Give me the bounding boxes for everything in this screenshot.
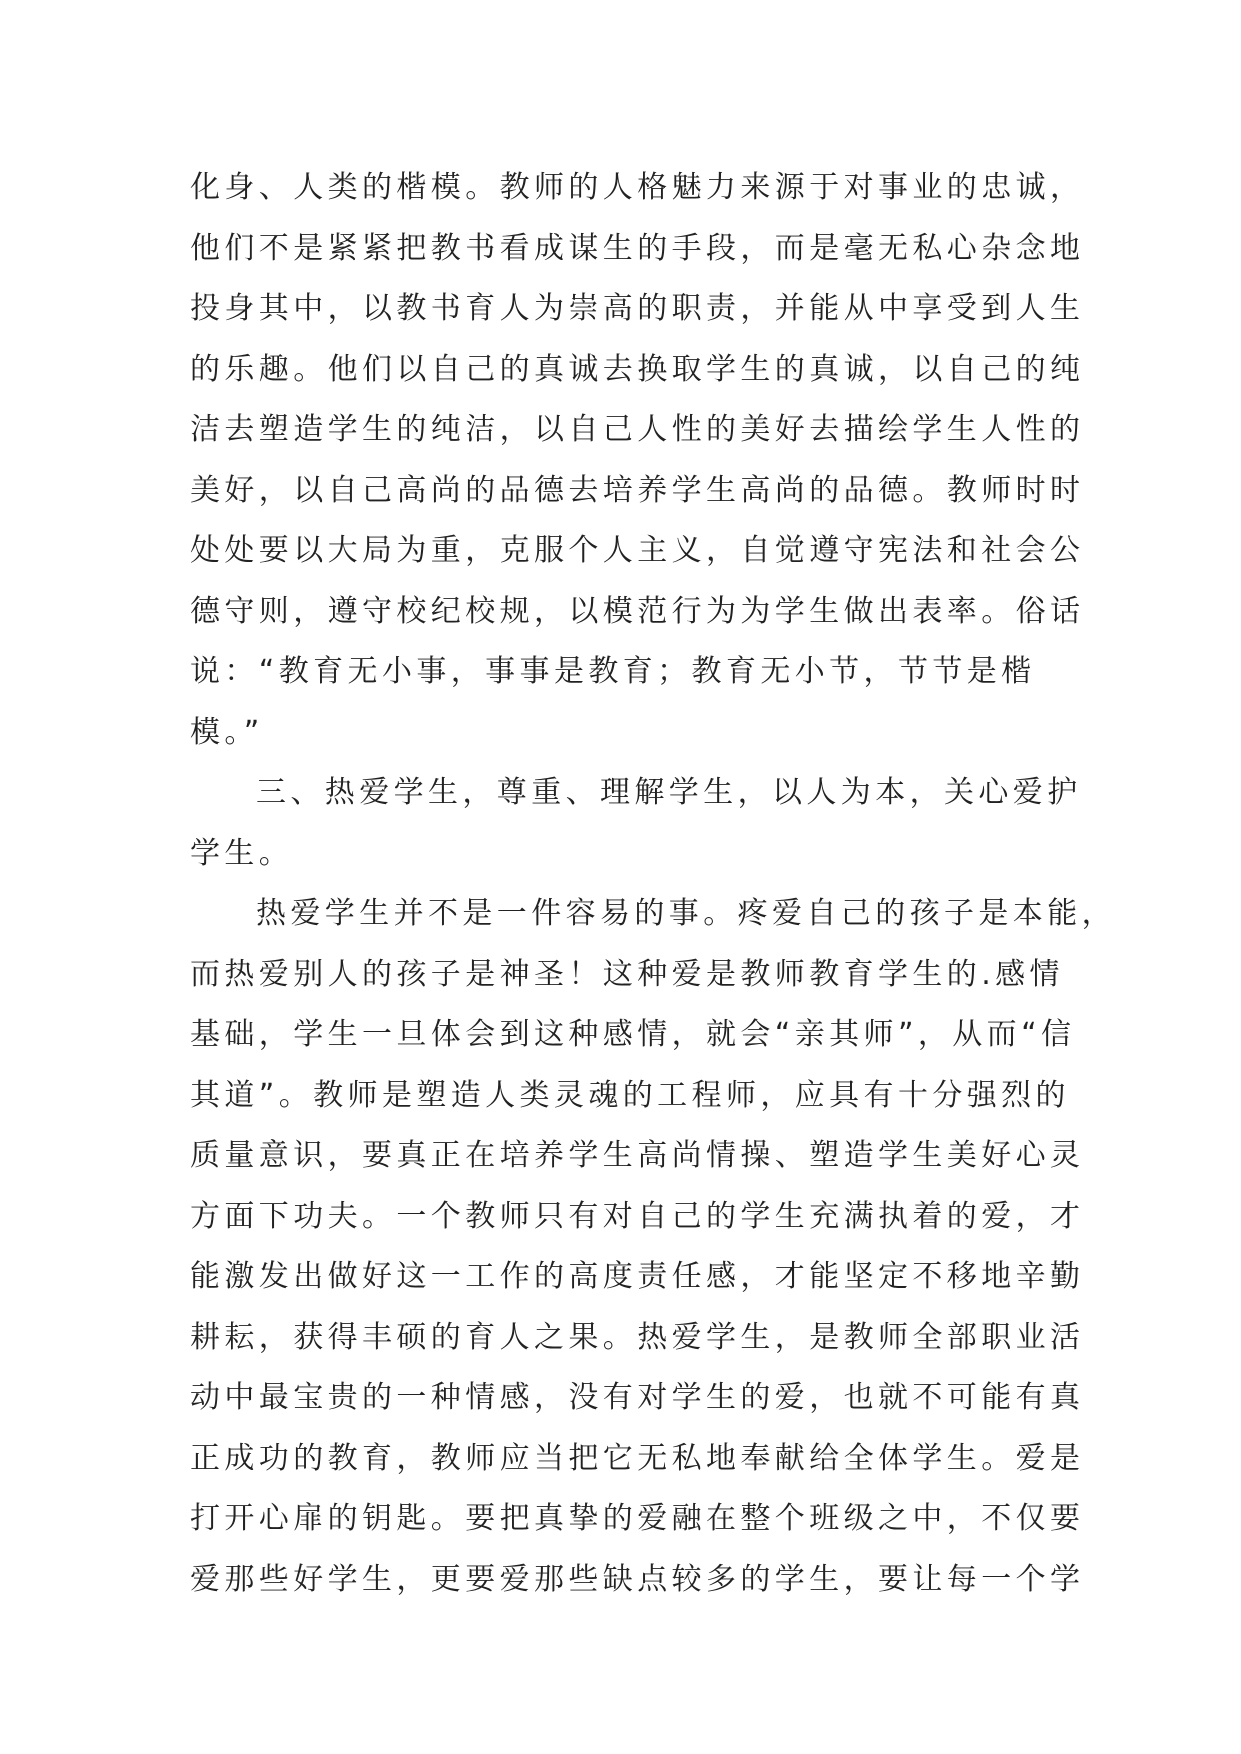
text-line: 热爱学生并不是一件容易的事。疼爱自己的孩子是本能， bbox=[256, 896, 1116, 931]
text-line: 德守则，遵守校纪校规，以模范行为为学生做出表率。俗话 bbox=[190, 593, 1085, 629]
text-line: 方面下功夫。一个教师只有对自己的学生充满执着的爱，才 bbox=[190, 1198, 1085, 1234]
text-line: 说：“教育无小事，事事是教育；教育无小节，节节是楷 bbox=[190, 654, 1036, 689]
text-line: 打开心扉的钥匙。要把真挚的爱融在整个班级之中，不仅要 bbox=[190, 1501, 1085, 1536]
text-line: 处处要以大局为重，克服个人主义，自觉遵守宪法和社会公 bbox=[190, 533, 1085, 568]
text-line: 正成功的教育，教师应当把它无私地奉献给全体学生。爱是 bbox=[190, 1440, 1085, 1476]
body-text bbox=[190, 158, 1116, 1610]
text-line: 能激发出做好这一工作的高度责任感，才能坚定不移地辛勤 bbox=[190, 1259, 1085, 1294]
text-line: 而热爱别人的孩子是神圣！这种爱是教师教育学生的.感情 bbox=[190, 956, 1064, 992]
text-line: 化身、人类的楷模。教师的人格魅力来源于对事业的忠诚， bbox=[190, 170, 1085, 205]
text-line: 动中最宝贵的一种情感，没有对学生的爱，也就不可能有真 bbox=[190, 1380, 1085, 1415]
text-line: 模。” bbox=[190, 714, 264, 750]
text-line: 他们不是紧紧把教书看成谋生的手段，而是毫无私心杂念地 bbox=[190, 230, 1085, 266]
text-line: 耕耘，获得丰硕的育人之果。热爱学生，是教师全部职业活 bbox=[190, 1319, 1085, 1355]
text-line: 质量意识，要真正在培养学生高尚情操、塑造学生美好心灵 bbox=[190, 1138, 1085, 1173]
text-line: 投身其中，以教书育人为崇高的职责，并能从中享受到人生 bbox=[190, 291, 1085, 326]
text-line: 的乐趣。他们以自己的真诚去换取学生的真诚，以自己的纯 bbox=[190, 351, 1085, 387]
text-line: 爱那些好学生，更要爱那些缺点较多的学生，要让每一个学 bbox=[190, 1561, 1085, 1597]
text-line: 学生。 bbox=[190, 835, 294, 871]
text-line: 其道”。教师是塑造人类灵魂的工程师，应具有十分强烈的 bbox=[190, 1077, 1070, 1113]
text-line: 美好，以自己高尚的品德去培养学生高尚的品德。教师时时 bbox=[190, 472, 1085, 508]
text-line: 三、热爱学生，尊重、理解学生，以人为本，关心爱护 bbox=[256, 775, 1082, 810]
text-line: 基础，学生一旦体会到这种感情，就会“亲其师”，从而“信 bbox=[190, 1017, 1076, 1052]
text-line: 洁去塑造学生的纯洁，以自己人性的美好去描绘学生人性的 bbox=[190, 412, 1085, 447]
